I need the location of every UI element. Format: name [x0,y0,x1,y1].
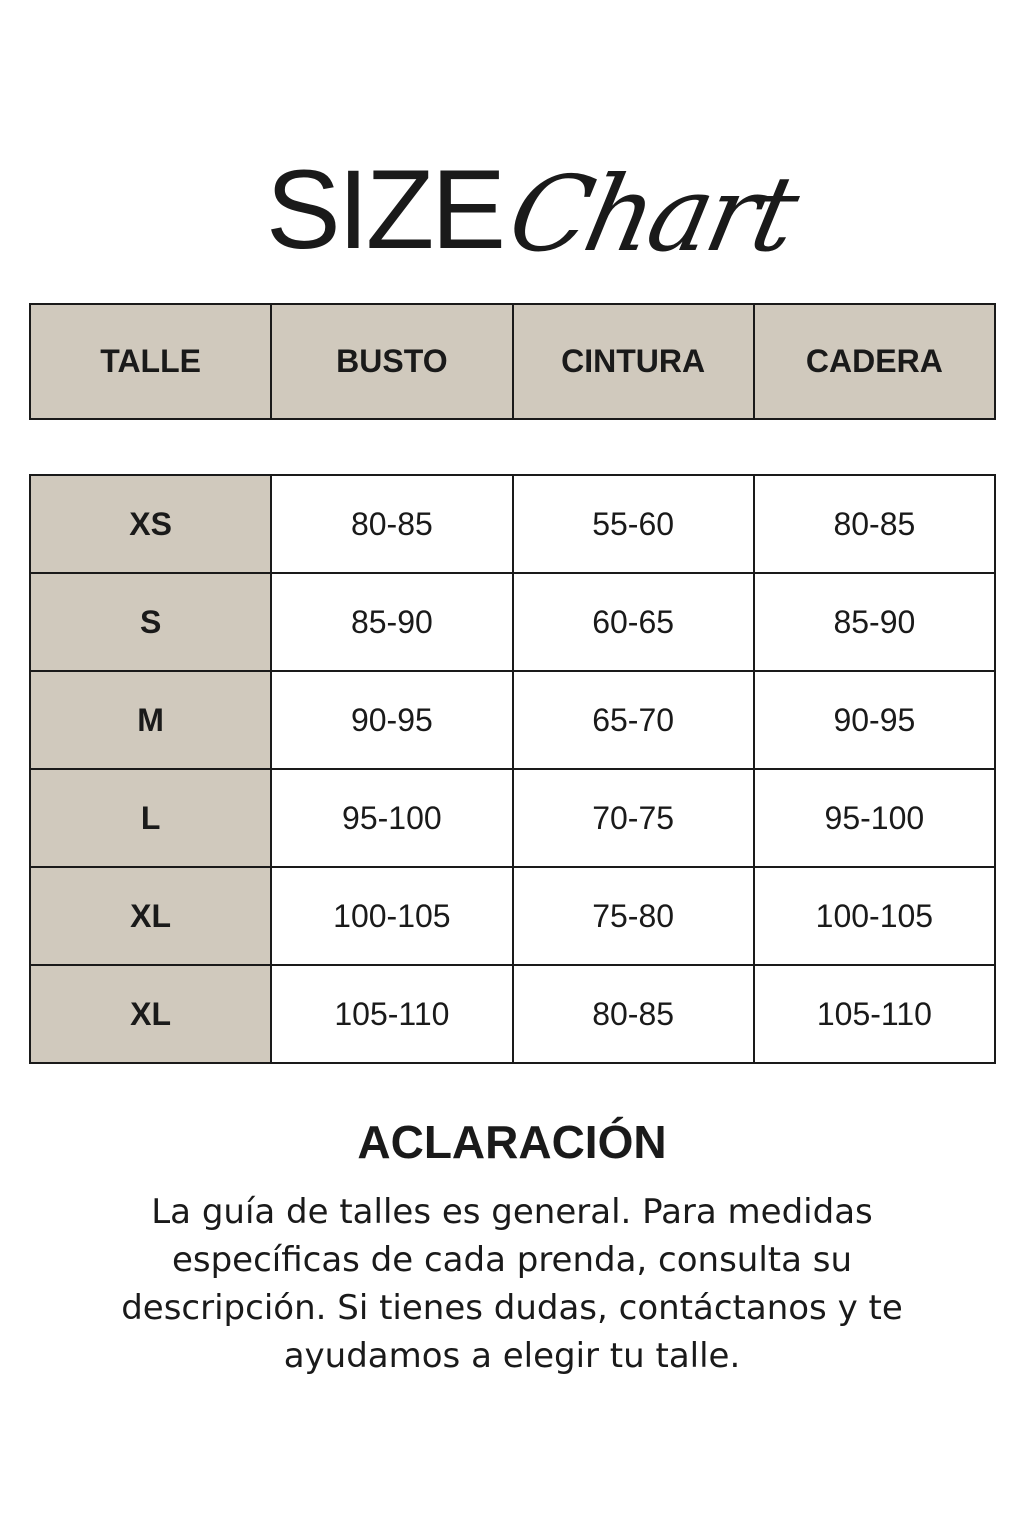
table-row [30,867,995,965]
size-table-body [29,474,996,1064]
header-talle: TALLE [30,304,271,419]
size-table-header [29,303,996,420]
cintura-cell: 80-85 [513,965,754,1063]
cadera-cell: 85-90 [754,573,995,671]
cadera-cell: 100-105 [754,867,995,965]
size-cell: L [30,769,271,867]
size-cell: XL [30,867,271,965]
busto-cell: 85-90 [271,573,512,671]
note-title: ACLARACIÓN [357,1116,667,1168]
cadera-cell: 90-95 [754,671,995,769]
size-cell: XS [30,475,271,573]
cintura-cell: 70-75 [513,769,754,867]
table-row [30,573,995,671]
header-cintura: CINTURA [513,304,754,419]
size-cell: S [30,573,271,671]
title-size-word: SIZE [266,147,503,272]
busto-cell: 80-85 [271,475,512,573]
table-row [30,965,995,1063]
cintura-cell: 65-70 [513,671,754,769]
cadera-cell: 80-85 [754,475,995,573]
busto-cell: 90-95 [271,671,512,769]
busto-cell: 100-105 [271,867,512,965]
busto-cell: 105-110 [271,965,512,1063]
header-busto: BUSTO [271,304,512,419]
note-text: La guía de talles es general. Para medidas específicas de cada prenda, consulta su descripción. Si tienes dudas, contáctanos y te ayudamos a elegir tu talle. [121,1192,903,1376]
title-chart-word: Chart [499,153,806,275]
busto-cell: 95-100 [271,769,512,867]
size-cell: XL [30,965,271,1063]
page-title [0,145,1024,275]
cintura-cell: 75-80 [513,867,754,965]
table-row [30,769,995,867]
table-row [30,671,995,769]
cadera-cell: 105-110 [754,965,995,1063]
cintura-cell: 60-65 [513,573,754,671]
cadera-cell: 95-100 [754,769,995,867]
cintura-cell: 55-60 [513,475,754,573]
header-row [30,304,995,419]
table-row [30,475,995,573]
size-cell: M [30,671,271,769]
header-cadera: CADERA [754,304,995,419]
